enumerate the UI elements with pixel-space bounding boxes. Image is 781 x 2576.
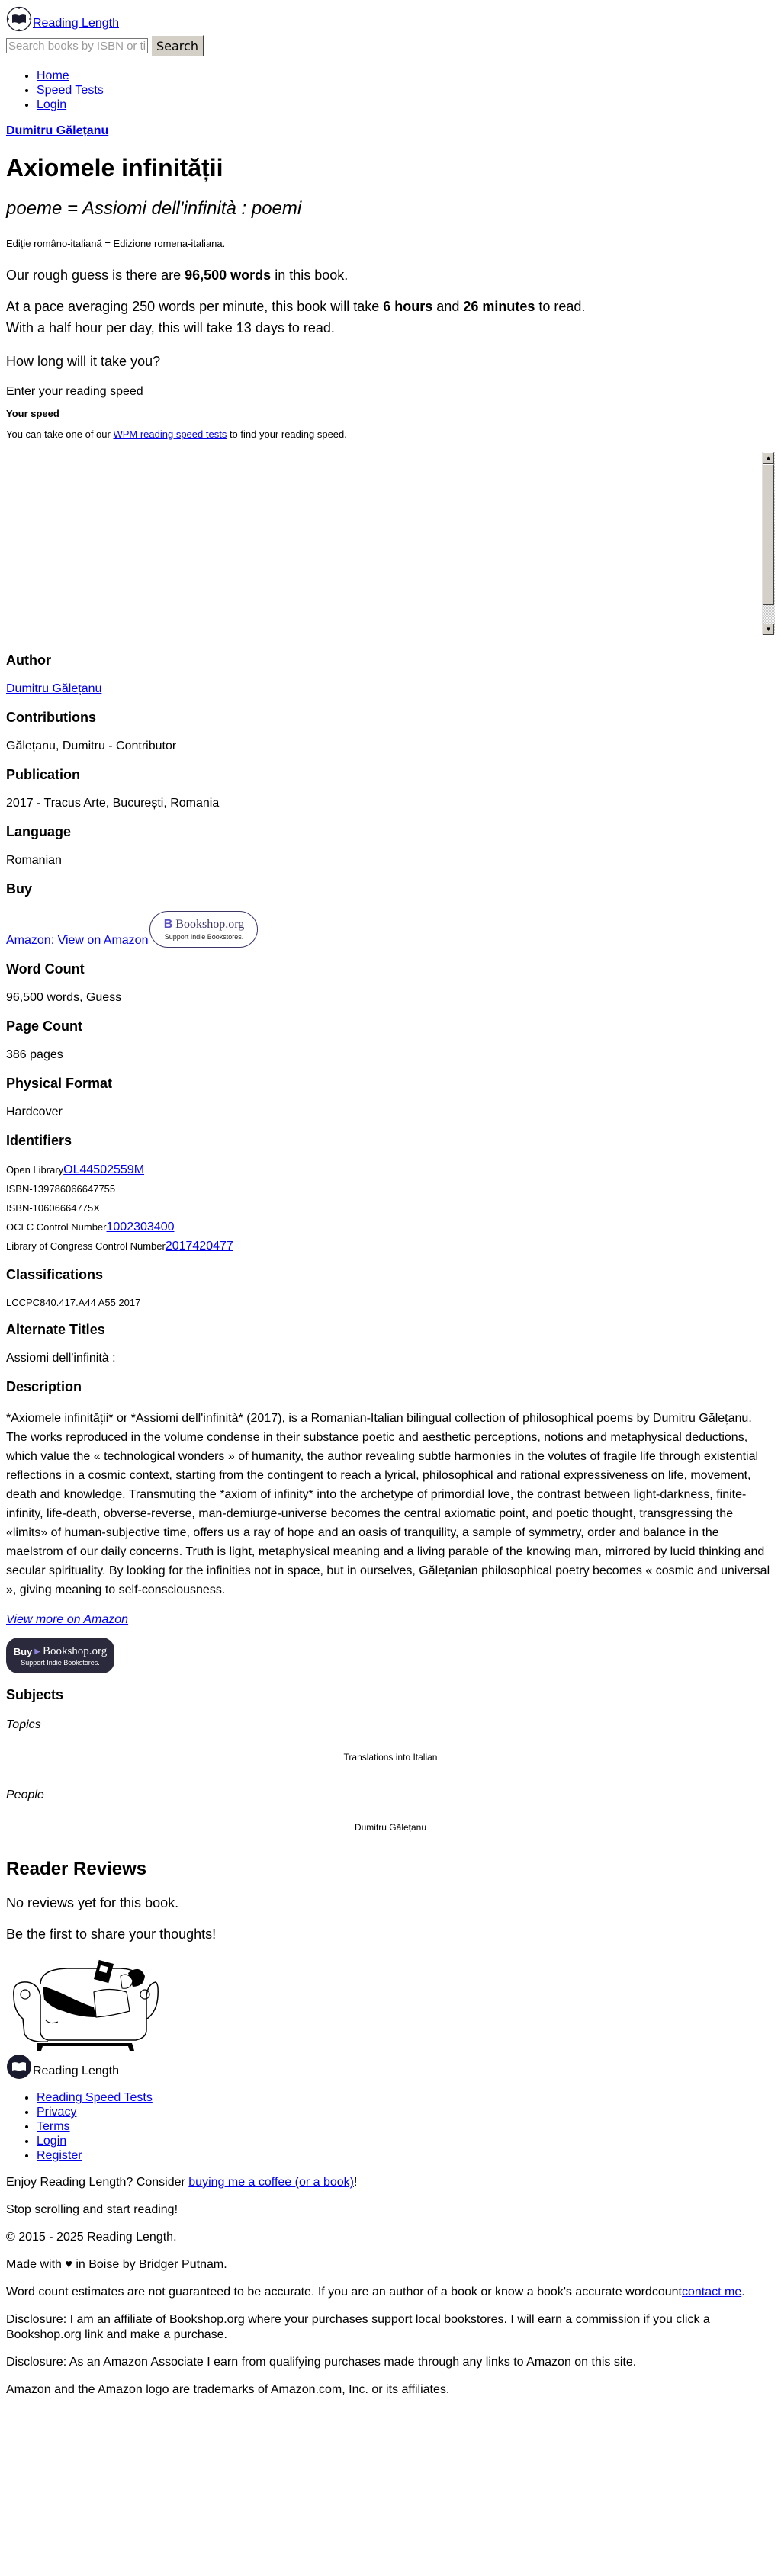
reading-time: [6, 296, 775, 338]
bookshop-buy-title: [14, 1645, 108, 1658]
view-more-row: [6, 1613, 775, 1627]
play-arrow-icon: ▶: [34, 1647, 40, 1656]
description-text: *Axiomele infinității* or *Assiomi dell'infinità* (2017), is a Romanian-Italian bilingual collection of philosophical poems by Dumitru Gălețanu. The works reproduced in the volume condense in their substance poetic and aesthetic perceptions, notions and metaphysical deductions, which value the « technological wonders » of humanity, the author revealing subtle harmonies in the volutes of fragile life through existential reflections in a cosmic context, starting from the contingent to reach a lyrical, philosophical and rational expressiveness on life, movement, death and knowledge. Transmuting the *axiom of infinity* into the archetype of primordial love, the contrast between light-darkness, finite-infinity, life-death, obverse-reverse, man-demiurge-universe becomes the central axiomatic point, and poetic thought, transgressing the «limits» of human-subjective time, offers us a ray of hope and an oasis of tranquility, a sample of symmetry, order and balance in the maelstrom of our daily concerns. Truth is light, metaphysical meaning and a living parable of the knowing man, mirrored by lucid thinking and secular spirituality. By looking for the infinities not in space, but in ourselves, Gălețanian philosophical poetry becomes « cosmic and universal », giving meaning to self-consciousness.: [6, 1412, 770, 1596]
word-count-highlight: 96,500 words: [185, 268, 272, 283]
classifications-heading: Classifications: [6, 1267, 104, 1282]
bookshop-button[interactable]: [149, 911, 258, 948]
first-review-prompt: Be the first to share your thoughts!: [6, 1926, 217, 1942]
site-footer: [6, 2054, 775, 2398]
bookshop-b-icon: B: [163, 918, 173, 931]
lcc-label: LCC: [6, 1297, 27, 1308]
buy-coffee-link[interactable]: buying me a coffee (or a book): [188, 2176, 354, 2189]
view-more-amazon-link[interactable]: View more on Amazon: [6, 1613, 129, 1626]
nav-item-login: [37, 98, 775, 112]
page-count-heading: Page Count: [6, 1019, 83, 1034]
footer-link-register[interactable]: Register: [37, 2149, 82, 2162]
author-heading: Author: [6, 653, 51, 668]
identifier-row: [6, 1182, 775, 1196]
enter-speed-label: Enter your reading speed: [6, 385, 143, 398]
topics-label: Topics: [6, 1718, 41, 1731]
language-value: Romanian: [6, 854, 62, 867]
nav-item-speed-tests: [37, 83, 775, 98]
amazon-link[interactable]: Amazon: View on Amazon: [6, 934, 149, 947]
subjects-heading: Subjects: [6, 1687, 64, 1702]
footer-nav-item: [37, 2148, 775, 2163]
bookshop-buy-name: Bookshop.org: [42, 1644, 108, 1657]
identifier-label: Library of Congress Control Number: [6, 1240, 166, 1252]
footer-logo: [6, 2054, 775, 2080]
made-prefix: Made with: [6, 2258, 66, 2271]
scroll-down-arrow-icon[interactable]: ▼: [763, 624, 774, 635]
identifier-row: [6, 1201, 775, 1215]
search-input[interactable]: [6, 38, 148, 53]
open-library-link[interactable]: OL44502559M: [63, 1163, 145, 1176]
person-item: Dumitru Gălețanu: [354, 1822, 427, 1833]
reader-reviews: [6, 1859, 775, 2052]
logo: [6, 6, 775, 32]
format-heading: Physical Format: [6, 1076, 113, 1091]
search-button[interactable]: Search: [151, 35, 204, 56]
bookshop-tagline: Support Indie Bookstores.: [164, 933, 244, 941]
identifiers-list: [6, 1163, 775, 1253]
word-count-value: 96,500 words, Guess: [6, 991, 122, 1004]
identifiers-heading: Identifiers: [6, 1133, 72, 1148]
speed-tests-link[interactable]: WPM reading speed tests: [113, 428, 227, 440]
test-suffix: to find your reading speed.: [227, 428, 347, 440]
lccn-link[interactable]: 2017420477: [165, 1240, 233, 1253]
people-label: People: [6, 1788, 44, 1801]
bookshop-disclosure: Disclosure: I am an affiliate of Bookshop.org where your purchases support local bookstores. I will earn a commission if you click a Bookshop.org link and make a purchase.: [6, 2313, 710, 2341]
minutes-highlight: 26 minutes: [463, 299, 535, 314]
half-hour-estimate: With a half hour per day, this will take 13 days to read.: [6, 320, 335, 335]
pace-and: and: [432, 299, 464, 314]
identifier-row: [6, 1163, 775, 1177]
nav-link-home[interactable]: Home: [37, 69, 69, 82]
publication-value: 2017 - Tracus Arte, București, Romania: [6, 797, 220, 810]
identifier-row: [6, 1239, 775, 1253]
reading-estimate: [6, 268, 775, 639]
identifier-label: ISBN-13: [6, 1183, 44, 1195]
book-logo-icon: [6, 6, 32, 32]
alternate-title-value: Assiomi dell'infinità :: [6, 1352, 116, 1365]
book-details: [6, 653, 775, 1833]
accuracy-disclaimer: [6, 2285, 775, 2300]
nav-link-speed-tests[interactable]: Speed Tests: [37, 84, 104, 97]
amazon-disclosure: Disclosure: As an Amazon Associate I earn from qualifying purchases made through any links to Amazon on this site.: [6, 2356, 637, 2369]
search-form: [6, 35, 775, 56]
edition-note: Ediție româno-italiană = Edizione romena-italiana.: [6, 238, 226, 249]
language-heading: Language: [6, 824, 72, 839]
author-link[interactable]: Dumitru Gălețanu: [6, 682, 102, 695]
nav-link-login[interactable]: Login: [37, 98, 67, 111]
how-long-heading: How long will it take you?: [6, 354, 161, 369]
isbn10-value: 606664775X: [43, 1202, 100, 1214]
enjoy-suffix: !: [354, 2176, 358, 2189]
page-count-value: 386 pages: [6, 1048, 63, 1061]
author-value: [6, 682, 775, 696]
identifier-label: OCLC Control Number: [6, 1221, 107, 1233]
your-speed-label: Your speed: [6, 408, 59, 419]
publication-heading: Publication: [6, 767, 81, 782]
accuracy-prefix: Word count estimates are not guaranteed to be accurate. If you are an author of a book or know a book's accurate wordcount: [6, 2286, 682, 2299]
author-byline: [6, 124, 775, 138]
format-value: Hardcover: [6, 1105, 63, 1118]
copyright-text: © 2015 - 2025 Reading Length.: [6, 2231, 177, 2244]
speed-widget-frame[interactable]: [6, 452, 775, 639]
footer-nav-item: [37, 2134, 775, 2148]
made-with-text: [6, 2257, 775, 2273]
bookshop-buy-label: Buy: [13, 1645, 33, 1657]
contributions-value: Gălețanu, Dumitru - Contributor: [6, 739, 177, 752]
speed-test-prompt: [6, 428, 775, 440]
buy-heading: Buy: [6, 881, 33, 897]
footer-link-login[interactable]: Login: [37, 2135, 67, 2148]
footer-logo-text: Reading Length: [33, 2064, 119, 2077]
topic-item: Translations into Italian: [343, 1752, 438, 1763]
scroll-up-arrow-icon[interactable]: ▲: [763, 452, 774, 464]
bookshop-buy-tagline: Support Indie Bookstores.: [21, 1658, 100, 1667]
no-reviews-text: No reviews yet for this book.: [6, 1895, 179, 1910]
bookshop-logo: [164, 918, 245, 932]
identifier-label: Open Library: [6, 1164, 64, 1176]
reviews-heading: Reader Reviews: [6, 1859, 147, 1879]
nav-item-home: [37, 69, 775, 83]
bookshop-name: Bookshop.org: [175, 918, 245, 931]
word-count-heading: Word Count: [6, 961, 85, 977]
pace-prefix: At a pace averaging 250 words per minute, this book will take: [6, 299, 384, 314]
accuracy-suffix: .: [741, 2286, 745, 2299]
test-prefix: You can take one of our: [6, 428, 114, 440]
heart-icon: ♥: [65, 2258, 72, 2271]
identifier-row: [6, 1220, 775, 1234]
author-link-top[interactable]: Dumitru Gălețanu: [6, 124, 109, 137]
main-nav: [6, 69, 775, 112]
word-guess-prefix: Our rough guess is there are: [6, 268, 185, 283]
footer-nav-item: [37, 2119, 775, 2134]
alternate-titles-heading: Alternate Titles: [6, 1322, 105, 1337]
oclc-link[interactable]: 1002303400: [106, 1221, 175, 1233]
stop-scrolling-text: Stop scrolling and start reading!: [6, 2203, 178, 2216]
classification-value: [6, 1297, 775, 1308]
lcc-value: PC840.417.A44 A55 2017: [26, 1297, 141, 1308]
trademark-notice: Amazon and the Amazon logo are trademarks of Amazon.com, Inc. or its affiliates.: [6, 2383, 450, 2396]
reader-on-couch-illustration: [6, 1958, 159, 2052]
book-logo-icon: [6, 2054, 32, 2080]
description-heading: Description: [6, 1379, 82, 1394]
logo-link[interactable]: Reading Length: [33, 17, 119, 30]
made-suffix: in Boise by Bridger Putnam.: [72, 2258, 227, 2271]
hours-highlight: 6 hours: [383, 299, 433, 314]
support-prompt: [6, 2175, 775, 2190]
book-title: Axiomele infinității: [6, 154, 223, 181]
isbn13-value: 9786066647755: [43, 1183, 116, 1195]
footer-link-privacy[interactable]: Privacy: [37, 2106, 77, 2119]
footer-nav-item: [37, 2105, 775, 2119]
word-guess-suffix: in this book.: [271, 268, 349, 283]
site-header: [6, 6, 775, 112]
identifier-label: ISBN-10: [6, 1202, 44, 1214]
buy-links: [6, 911, 775, 948]
contact-link[interactable]: contact me: [681, 2286, 742, 2299]
footer-nav-item: [37, 2090, 775, 2105]
book-subtitle: poeme = Assiomi dell'infinità : poemi: [6, 198, 302, 219]
bookshop-buy-button[interactable]: [6, 1638, 114, 1673]
pace-suffix: to read.: [535, 299, 586, 314]
enjoy-prefix: Enjoy Reading Length? Consider: [6, 2176, 189, 2189]
word-guess: [6, 268, 775, 284]
footer-link-speed-tests[interactable]: Reading Speed Tests: [37, 2091, 153, 2104]
book-page: [6, 124, 775, 2052]
footer-nav: [6, 2090, 775, 2163]
contributions-heading: Contributions: [6, 710, 96, 725]
frame-scrollbar[interactable]: [762, 452, 775, 635]
footer-link-terms[interactable]: Terms: [37, 2120, 70, 2133]
scrollbar-thumb[interactable]: [763, 464, 774, 605]
